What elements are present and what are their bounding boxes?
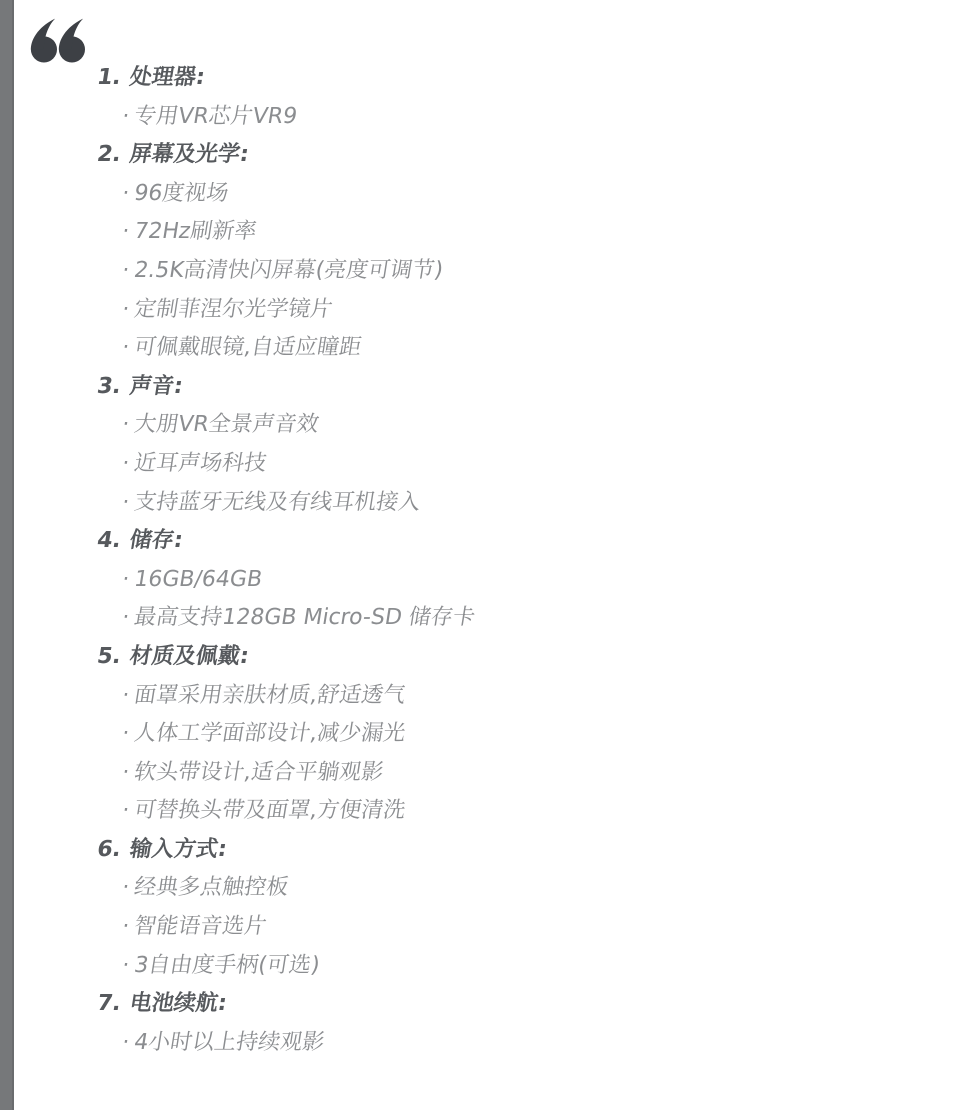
spec-item <box>94 484 478 523</box>
section-number: 6. <box>95 836 123 862</box>
spec-item-text: 96度视场 <box>132 180 231 206</box>
section-number: 3. <box>95 373 123 399</box>
spec-item <box>94 869 478 908</box>
bullet-dot: · <box>120 798 132 824</box>
bullet-dot: · <box>120 180 132 206</box>
section-title: 电池续航: <box>127 991 229 1017</box>
spec-item <box>94 329 478 368</box>
spec-item <box>94 252 478 291</box>
spec-item-text: 2.5K高清快闪屏幕(亮度可调节) <box>132 257 445 283</box>
section-title: 材质及佩戴: <box>127 643 251 669</box>
spec-item <box>94 754 478 793</box>
bullet-dot: · <box>120 566 132 592</box>
spec-item <box>94 291 478 330</box>
bullet-dot: · <box>120 721 132 747</box>
spec-item <box>94 947 478 986</box>
section-number: 4. <box>95 528 123 554</box>
spec-item-text: 人体工学面部设计,减少漏光 <box>132 721 408 747</box>
opening-double-quote-icon <box>29 18 85 64</box>
spec-item <box>94 715 478 754</box>
spec-item-text: 支持蓝牙无线及有线耳机接入 <box>132 489 423 515</box>
spec-item-text: 72Hz刷新率 <box>132 219 259 245</box>
spec-list <box>95 59 477 1062</box>
section-number: 1. <box>95 65 123 90</box>
section-heading <box>94 831 478 870</box>
spec-item-text: 3自由度手柄(可选) <box>132 952 322 978</box>
spec-item <box>94 561 478 600</box>
bullet-dot: · <box>120 412 132 438</box>
spec-item-text: 16GB/64GB <box>132 566 264 592</box>
spec-item <box>94 406 478 445</box>
bullet-dot: · <box>120 682 132 708</box>
spec-item-text: 经典多点触控板 <box>132 875 291 901</box>
bullet-dot: · <box>120 489 132 515</box>
spec-item-text: 近耳声场科技 <box>132 450 269 476</box>
spec-item <box>94 792 478 831</box>
spec-item-text: 软头带设计,适合平躺观影 <box>132 759 386 785</box>
section-heading <box>94 985 478 1024</box>
spec-item <box>94 1024 478 1063</box>
bullet-dot: · <box>120 1029 132 1055</box>
bullet-dot: · <box>120 759 132 785</box>
bullet-dot: · <box>120 296 132 322</box>
bullet-dot: · <box>120 875 132 901</box>
bullet-dot: · <box>120 257 132 283</box>
bullet-dot: · <box>120 952 132 978</box>
left-accent-bar <box>0 0 14 1110</box>
spec-item-text: 可佩戴眼镜,自适应瞳距 <box>132 335 364 361</box>
spec-item-text: 定制菲涅尔光学镜片 <box>132 296 335 322</box>
spec-item-text: 4小时以上持续观影 <box>132 1029 327 1055</box>
bullet-dot: · <box>120 605 132 631</box>
spec-item-text: 面罩采用亲肤材质,舒适透气 <box>132 682 408 708</box>
bullet-dot: · <box>120 103 132 129</box>
section-heading <box>94 368 478 407</box>
bullet-dot: · <box>120 219 132 245</box>
spec-item <box>94 213 478 252</box>
bullet-dot: · <box>120 914 132 940</box>
section-number: 2. <box>95 142 123 168</box>
section-heading <box>94 136 478 175</box>
spec-item <box>94 175 478 214</box>
bullet-dot: · <box>120 450 132 476</box>
spec-item-text: 智能语音选片 <box>132 914 269 940</box>
section-title: 声音: <box>127 373 185 399</box>
spec-item-text: 可替换头带及面罩,方便清洗 <box>132 798 408 824</box>
spec-item-text: 专用VR芯片VR9 <box>132 103 299 129</box>
spec-item-text: 大朋VR全景声音效 <box>132 412 321 438</box>
section-heading <box>94 59 478 98</box>
spec-item <box>94 445 478 484</box>
spec-item <box>94 599 478 638</box>
bullet-dot: · <box>120 335 132 361</box>
section-heading <box>94 638 478 677</box>
section-title: 处理器: <box>127 65 207 90</box>
section-title: 储存: <box>127 528 185 554</box>
section-title: 屏幕及光学: <box>127 142 251 168</box>
spec-item <box>94 98 478 137</box>
spec-item <box>94 908 478 947</box>
section-number: 5. <box>95 643 123 669</box>
spec-item <box>94 677 478 716</box>
section-heading <box>94 522 478 561</box>
section-number: 7. <box>95 991 123 1017</box>
spec-item-text: 最高支持128GB Micro-SD 储存卡 <box>132 605 477 631</box>
section-title: 输入方式: <box>127 836 229 862</box>
